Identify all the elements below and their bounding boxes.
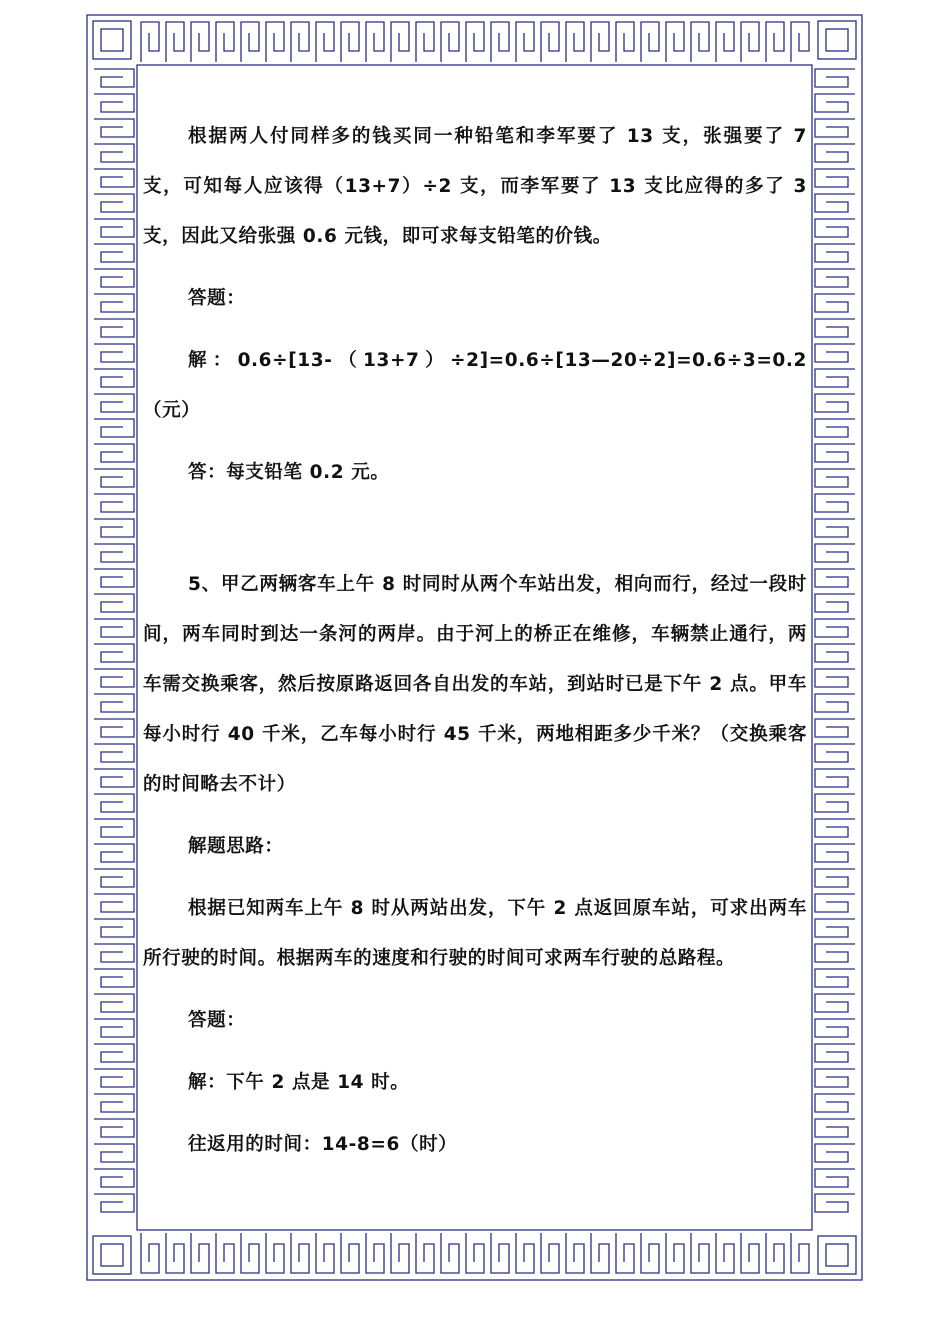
answer-heading-1: 答题： [188,288,246,309]
document-body [143,112,807,1170]
solution-line-3: 往返用的时间：14-8=6（时） [188,1134,458,1155]
solution-line-2: 解：下午 2 点是 14 时。 [188,1072,410,1093]
approach-heading: 解题思路： [188,836,284,857]
problem-5-paragraph: 5、甲乙两辆客车上午 8 时同时从两个车站出发，相向而行，经过一段时间，两车同时到达一条河的两岸。由于河上的桥正在维修，车辆禁止通行，两车需交换乘客，然后按原路返回各自出发的车站，到站时已是下午 2 点。甲车每小时行 40 千米，乙车每小时行 45 千米，两地相距多少千米？（交换乘客的时间略去不计） [143,574,807,795]
answer-line-1: 答：每支铅笔 0.2 元。 [188,462,390,483]
explanation-paragraph-2: 根据已知两车上午 8 时从两站出发，下午 2 点返回原车站，可求出两车所行驶的时间。根据两车的速度和行驶的时间可求两车行驶的总路程。 [143,898,807,969]
solution-line-1: 解：0.6÷[13-（13+7）÷2]=0.6÷[13—20÷2]=0.6÷3=0.2（元） [143,350,807,421]
answer-heading-2: 答题： [188,1010,246,1031]
explanation-paragraph-1: 根据两人付同样多的钱买同一种铅笔和李军要了 13 支，张强要了 7 支，可知每人应该得（13+7）÷2 支，而李军要了 13 支比应得的多了 3 支，因此又给张强 0.6 元钱，即可求每支铅笔的价钱。 [143,126,807,247]
